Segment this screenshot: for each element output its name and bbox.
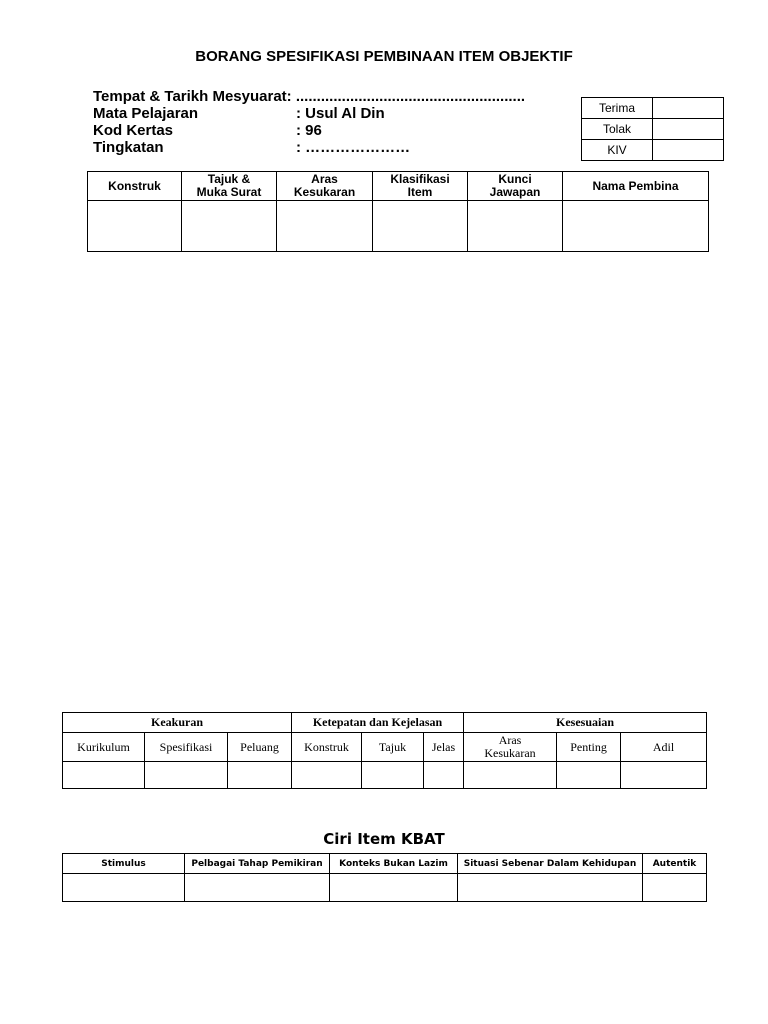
column-penting: Penting	[557, 733, 621, 762]
column-jelas: Jelas	[424, 733, 464, 762]
column-spesifikasi: Spesifikasi	[145, 733, 228, 762]
evaluation-group-row	[63, 713, 707, 733]
header-aras-kesukaran: Aras Kesukaran	[277, 172, 373, 201]
item-spec-table	[87, 171, 709, 252]
status-label-tolak: Tolak	[582, 119, 653, 140]
tingkatan-value: : …………………	[296, 139, 411, 156]
group-ketepatan-kejelasan: Ketepatan dan Kejelasan	[292, 713, 464, 733]
kbat-entry-row	[63, 874, 707, 902]
item-spec-entry-row	[88, 201, 709, 252]
item-spec-header-row	[88, 172, 709, 201]
tempat-tarikh-label: Tempat & Tarikh Mesyuarat: .......................................................	[93, 88, 526, 105]
kbat-header-row	[63, 854, 707, 874]
kbat-cell-stimulus[interactable]	[63, 874, 185, 902]
column-peluang: Peluang	[228, 733, 292, 762]
group-kesesuaian: Kesesuaian	[464, 713, 707, 733]
cell-kunci-jawapan[interactable]	[468, 201, 563, 252]
cell-klasifikasi-item[interactable]	[373, 201, 468, 252]
kbat-cell-konteks[interactable]	[330, 874, 458, 902]
cell-aras-kesukaran[interactable]	[277, 201, 373, 252]
status-box-kiv[interactable]	[653, 140, 724, 161]
kbat-header-konteks: Konteks Bukan Lazim	[330, 854, 458, 874]
kbat-table	[62, 853, 707, 902]
evaluation-table	[62, 712, 707, 789]
group-keakuran: Keakuran	[63, 713, 292, 733]
cell-tajuk[interactable]	[362, 762, 424, 789]
header-tajuk-muka-surat: Tajuk & Muka Surat	[182, 172, 277, 201]
cell-nama-pembina[interactable]	[563, 201, 709, 252]
column-kurikulum: Kurikulum	[63, 733, 145, 762]
meeting-info	[93, 88, 525, 156]
status-label-kiv: KIV	[582, 140, 653, 161]
cell-konstruk[interactable]	[88, 201, 182, 252]
cell-kurikulum[interactable]	[63, 762, 145, 789]
page-title: BORANG SPESIFIKASI PEMBINAAN ITEM OBJEKTIF	[195, 48, 573, 65]
header-kunci-jawapan: Kunci Jawapan	[468, 172, 563, 201]
column-konstruk: Konstruk	[292, 733, 362, 762]
kod-kertas-label: Kod Kertas	[93, 122, 174, 139]
cell-spesifikasi[interactable]	[145, 762, 228, 789]
status-row-kiv	[582, 140, 724, 161]
kbat-cell-autentik[interactable]	[643, 874, 707, 902]
cell-adil[interactable]	[621, 762, 707, 789]
mata-pelajaran-value: : Usul Al Din	[296, 105, 385, 122]
kbat-header-autentik: Autentik	[643, 854, 707, 874]
kbat-title: Ciri Item KBAT	[323, 830, 445, 848]
tingkatan-row	[93, 139, 525, 156]
evaluation-column-row	[63, 733, 707, 762]
cell-eval-aras-kesukaran[interactable]	[464, 762, 557, 789]
mata-pelajaran-row	[93, 105, 525, 122]
evaluation-entry-row	[63, 762, 707, 789]
status-box-terima[interactable]	[653, 98, 724, 119]
kbat-cell-pelbagai-tahap[interactable]	[185, 874, 330, 902]
header-nama-pembina: Nama Pembina	[563, 172, 709, 201]
column-tajuk: Tajuk	[362, 733, 424, 762]
tempat-tarikh-row	[93, 88, 525, 105]
column-adil: Adil	[621, 733, 707, 762]
cell-tajuk-muka-surat[interactable]	[182, 201, 277, 252]
cell-penting[interactable]	[557, 762, 621, 789]
mata-pelajaran-label: Mata Pelajaran	[93, 105, 199, 122]
kbat-header-stimulus: Stimulus	[63, 854, 185, 874]
kbat-cell-situasi[interactable]	[458, 874, 643, 902]
column-aras-kesukaran: Aras Kesukaran	[464, 733, 557, 762]
tingkatan-label: Tingkatan	[93, 139, 164, 156]
status-row-terima	[582, 98, 724, 119]
status-table	[581, 97, 724, 161]
cell-jelas[interactable]	[424, 762, 464, 789]
kbat-header-pelbagai-tahap: Pelbagai Tahap Pemikiran	[185, 854, 330, 874]
status-box-tolak[interactable]	[653, 119, 724, 140]
header-klasifikasi-item: Klasifikasi Item	[373, 172, 468, 201]
status-label-terima: Terima	[582, 98, 653, 119]
kod-kertas-value: : 96	[296, 122, 322, 139]
cell-eval-konstruk[interactable]	[292, 762, 362, 789]
kbat-header-situasi: Situasi Sebenar Dalam Kehidupan	[458, 854, 643, 874]
status-row-tolak	[582, 119, 724, 140]
cell-peluang[interactable]	[228, 762, 292, 789]
kod-kertas-row	[93, 122, 525, 139]
header-konstruk: Konstruk	[88, 172, 182, 201]
